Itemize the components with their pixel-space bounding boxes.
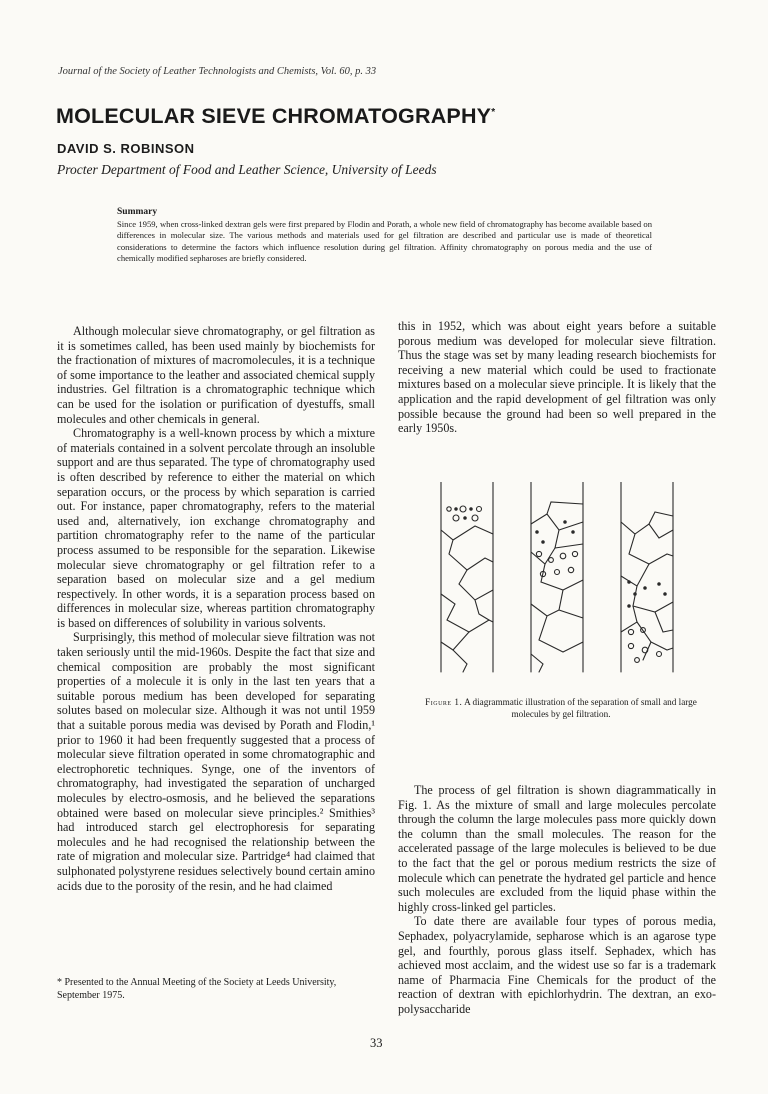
body-paragraph: Surprisingly, this method of molecular sieve filtration was not taken seriously until the mid-1960s. Despite the fact that size and chemical composition are probably the most significant properties of a molecule it is only in the last ten years that a suitable porous medium has been developed for separating solutes based on molecular size. Although it was not until 1959 that a suitable porous media was devised by Porath and Flodin,¹ prior to 1960 it had been frequently suggested that a process of molecular sieve filtration operated in some chromatographic and electrophoretic techniques. Synge, one of the inventors of chromatography, had investigated the separation of uncharged molecules by electro-osmosis, and he believed the separations obtained were based on molecular sieve principles.² Smithies³ had introduced starch gel electrophoresis for separating molecules and he had recognised the relationship between the rate of migration and molecular size. Partridge⁴ had claimed that sulphonated polystyrene residues selectively bound certain amino acids due to the porosity of the resin, and he had claimed	[57, 630, 375, 893]
article-title	[56, 104, 495, 129]
author-affiliation: Procter Department of Food and Leather Science, University of Leeds	[57, 162, 437, 177]
column-3-illustration	[621, 482, 673, 672]
body-paragraph: The process of gel filtration is shown diagrammatically in Fig. 1. As the mixture of small and large molecules percolate through the column the large molecules pass more quickly down the column than the small molecules. The reason for the accelerated passage of the large molecules is believed to be due to the fact that the gel or porous medium restricts the size of molecule which can penetrate the hydrated gel particle and hence such molecules are excluded from the liquid phase within the highly cross-linked gel particles.	[398, 783, 716, 914]
column-2-illustration	[531, 482, 583, 672]
body-paragraph: To date there are available four types of porous media, Sephadex, polyacrylamide, sepharose which is an agarose type gel, and fourthly, porous glass itself. Sephadex, which has achieved most acclaim, and the widest use so far is a trademark name of Pharmacia Fine Chemicals for the product of the reaction of dextran with epichlorhydrin. The dextran, an exo-polysaccharide	[398, 914, 716, 1016]
summary-heading: Summary	[117, 207, 158, 217]
left-column	[57, 324, 375, 893]
figure-label: Figure 1.	[425, 697, 463, 707]
title-footnote-mark: *	[491, 106, 496, 118]
body-paragraph: Chromatography is a well-known process by which a mixture of materials contained in a solvent percolate through an insoluble support and are thus separated. The type of chromatography used is often described by reference to either the material on which separation occurs, or the process by which separation is carried out. For instance, paper chromatography, refers to the material used and, alternatively, ion exchange chromatography and partition chromatography refer to the name of the particular process assumed to be responsible for the separation. Likewise molecular sieve chromatography or gel filtration refer to a separation based on molecular size and a gel medium respectively. In other words, it is a separation process based on differences in molecular size, whereas partition chromatography is based on differences of solubility in various solvents.	[57, 426, 375, 630]
right-column-top	[398, 319, 716, 436]
footnote: * Presented to the Annual Meeting of the Society at Leeds University, September 1975.	[57, 977, 337, 1001]
summary-text: Since 1959, when cross-linked dextran gels were first prepared by Flodin and Porath, a whole new field of chromatography has become available based on differences in molecular size. The various methods and materials used for gel filtration are described and particular use is made of theoretical considerations to determine the factors which influence resolution during gel filtration. Affinity chromatography on porous media and the use of chemically modified sepharoses are briefly considered.	[117, 219, 652, 264]
title-text: MOLECULAR SIEVE CHROMATOGRAPHY	[56, 104, 492, 128]
body-paragraph: this in 1952, which was about eight years before a suitable porous medium was developed for molecular sieve filtration. Thus the stage was set by many leading research biochemists for receiving a new material which could be used to fractionate mixtures based on a molecular sieve principle. It is likely that the application and the rapid development of gel filtration was only possible because the ground had been so well prepared in the early 1950s.	[398, 319, 716, 436]
column-1-illustration	[441, 482, 493, 672]
page-number: 33	[370, 1036, 383, 1050]
journal-citation: Journal of the Society of Leather Technologists and Chemists, Vol. 60, p. 33	[58, 66, 377, 77]
figure-caption	[425, 696, 697, 720]
right-column-bottom	[398, 783, 716, 1017]
figure-1-diagram	[423, 482, 693, 682]
author-name: DAVID S. ROBINSON	[57, 141, 195, 156]
figure-caption-text: A diagrammatic illustration of the separation of small and large molecules by gel filtration.	[464, 697, 697, 719]
body-paragraph: Although molecular sieve chromatography, or gel filtration as it is sometimes called, has been used mainly by biochemists for the fractionation of mixtures of macromolecules, it is a technique of some importance to the leather and associated chemical supply industries. Gel filtration is a chromatographic technique which can be used for the isolation or purification of dyestuffs, small molecules and other chemicals in general.	[57, 324, 375, 426]
